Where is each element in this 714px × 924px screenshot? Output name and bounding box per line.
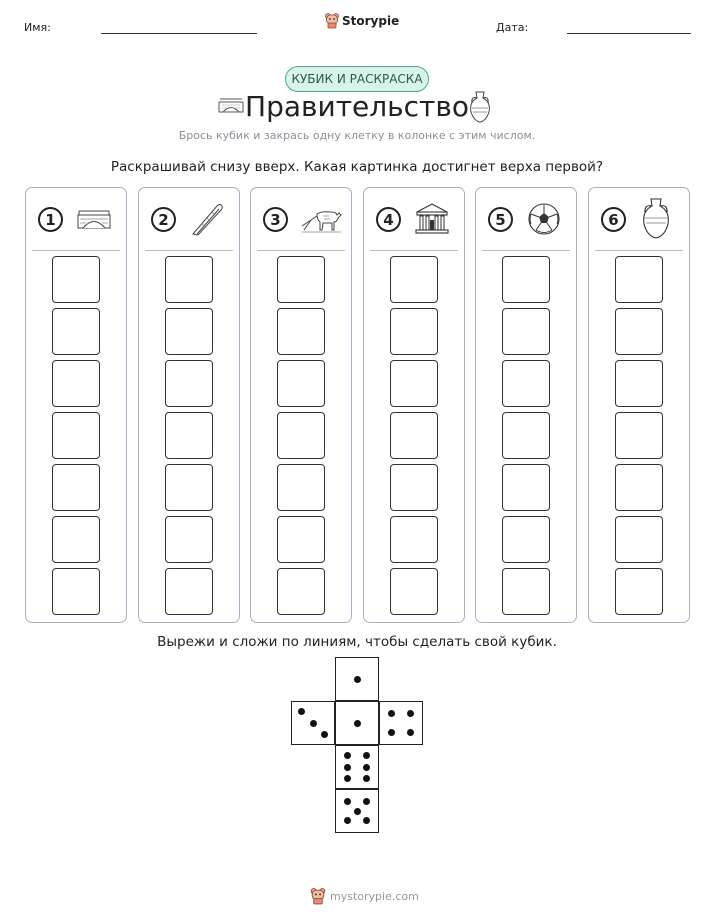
column-3 bbox=[250, 187, 352, 623]
color-cell[interactable] bbox=[615, 360, 663, 407]
color-cell[interactable] bbox=[52, 360, 100, 407]
name-line[interactable] bbox=[101, 33, 257, 34]
date-line[interactable] bbox=[567, 33, 691, 34]
color-cell[interactable] bbox=[52, 256, 100, 303]
die-pip bbox=[344, 798, 351, 805]
column-divider bbox=[370, 250, 458, 251]
color-cell[interactable] bbox=[165, 516, 213, 563]
color-cell[interactable] bbox=[277, 308, 325, 355]
die-pip bbox=[321, 731, 328, 738]
die-pip bbox=[363, 775, 370, 782]
die-pip bbox=[310, 720, 317, 727]
bear-icon bbox=[310, 887, 326, 905]
subtitle: Брось кубик и закрась одну клетку в колонке с этим числом. bbox=[178, 129, 536, 142]
column-4 bbox=[363, 187, 465, 623]
footer bbox=[310, 887, 419, 905]
column-5 bbox=[475, 187, 577, 623]
column-divider bbox=[482, 250, 570, 251]
color-cell[interactable] bbox=[165, 464, 213, 511]
instruction: Раскрашивай снизу вверх. Какая картинка достигнет верха первой? bbox=[110, 159, 604, 175]
color-cell[interactable] bbox=[277, 360, 325, 407]
die-face bbox=[335, 789, 379, 833]
name-label: Имя: bbox=[24, 21, 51, 34]
die-pip bbox=[344, 752, 351, 759]
color-cell[interactable] bbox=[277, 568, 325, 615]
amphora-icon bbox=[467, 90, 493, 124]
die-pip bbox=[354, 676, 361, 683]
die-pip bbox=[407, 710, 414, 717]
bear-icon bbox=[325, 12, 339, 29]
color-cell[interactable] bbox=[390, 360, 438, 407]
color-cell[interactable] bbox=[615, 516, 663, 563]
die-pip bbox=[344, 764, 351, 771]
color-cell[interactable] bbox=[502, 412, 550, 459]
color-cell[interactable] bbox=[502, 568, 550, 615]
color-cell[interactable] bbox=[165, 360, 213, 407]
color-cell[interactable] bbox=[502, 360, 550, 407]
color-cell[interactable] bbox=[277, 516, 325, 563]
date-label: Дата: bbox=[496, 21, 529, 34]
die-face bbox=[291, 701, 335, 745]
storypie-logo bbox=[325, 12, 399, 29]
die-face bbox=[335, 701, 379, 745]
die-pip bbox=[388, 710, 395, 717]
number-badge: 6 bbox=[601, 207, 626, 232]
color-cell[interactable] bbox=[390, 308, 438, 355]
column-divider bbox=[145, 250, 233, 251]
column-2 bbox=[138, 187, 240, 623]
die-pip bbox=[363, 752, 370, 759]
color-cell[interactable] bbox=[277, 464, 325, 511]
color-cell[interactable] bbox=[390, 464, 438, 511]
color-cell[interactable] bbox=[52, 568, 100, 615]
color-cell[interactable] bbox=[390, 568, 438, 615]
color-cell[interactable] bbox=[165, 256, 213, 303]
die-pip bbox=[344, 775, 351, 782]
color-cell[interactable] bbox=[502, 256, 550, 303]
column-divider bbox=[595, 250, 683, 251]
color-cell[interactable] bbox=[615, 256, 663, 303]
column-1 bbox=[25, 187, 127, 623]
color-cell[interactable] bbox=[390, 516, 438, 563]
color-cell[interactable] bbox=[390, 412, 438, 459]
die-pip bbox=[407, 729, 414, 736]
number-badge: 2 bbox=[151, 207, 176, 232]
color-cell[interactable] bbox=[502, 464, 550, 511]
die-face bbox=[335, 745, 379, 789]
color-cell[interactable] bbox=[277, 256, 325, 303]
temple-icon bbox=[414, 202, 450, 236]
color-cell[interactable] bbox=[52, 308, 100, 355]
color-cell[interactable] bbox=[165, 412, 213, 459]
color-cell[interactable] bbox=[615, 412, 663, 459]
color-cell[interactable] bbox=[52, 464, 100, 511]
column-divider bbox=[257, 250, 345, 251]
cut-instruction: Вырежи и сложи по линиям, чтобы сделать свой кубик. bbox=[157, 634, 557, 650]
brand-name: Storypie bbox=[342, 13, 400, 28]
color-cell[interactable] bbox=[52, 516, 100, 563]
color-cell[interactable] bbox=[390, 256, 438, 303]
color-cell[interactable] bbox=[615, 308, 663, 355]
number-badge: 4 bbox=[376, 207, 401, 232]
die-pip bbox=[298, 708, 305, 715]
die-pip bbox=[363, 798, 370, 805]
ox-plow-icon bbox=[301, 202, 343, 234]
die-pip bbox=[344, 817, 351, 824]
color-cell[interactable] bbox=[502, 516, 550, 563]
column-6 bbox=[588, 187, 690, 623]
color-cell[interactable] bbox=[52, 412, 100, 459]
soccer-ball-icon bbox=[526, 202, 562, 236]
page-title: Правительство bbox=[245, 90, 469, 123]
number-badge: 1 bbox=[38, 207, 63, 232]
color-cell[interactable] bbox=[615, 464, 663, 511]
color-cell[interactable] bbox=[165, 568, 213, 615]
column-divider bbox=[32, 250, 120, 251]
slide-icon bbox=[189, 202, 225, 236]
die-pip bbox=[388, 729, 395, 736]
die-face bbox=[379, 701, 423, 745]
die-face bbox=[335, 657, 379, 701]
color-cell[interactable] bbox=[165, 308, 213, 355]
die-pip bbox=[363, 764, 370, 771]
die-pip bbox=[354, 720, 361, 727]
color-cell[interactable] bbox=[277, 412, 325, 459]
footer-url: mystorypie.com bbox=[330, 889, 419, 903]
color-cell[interactable] bbox=[502, 308, 550, 355]
die-pip bbox=[354, 808, 361, 815]
number-badge: 5 bbox=[488, 207, 513, 232]
amphora-icon bbox=[639, 196, 673, 240]
die-pip bbox=[363, 817, 370, 824]
color-cell[interactable] bbox=[615, 568, 663, 615]
bridge-icon bbox=[76, 202, 112, 234]
activity-badge: КУБИК И РАСКРАСКА bbox=[285, 66, 429, 92]
number-badge: 3 bbox=[263, 207, 288, 232]
